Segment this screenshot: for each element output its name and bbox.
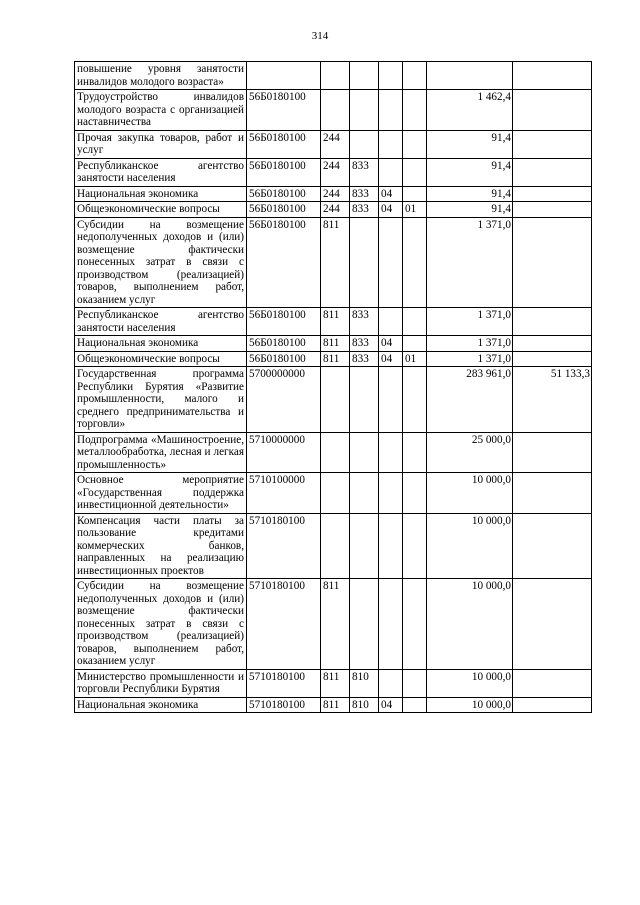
target-article-code-cell: 56Б0180100 [247,217,321,308]
subsection-code-cell [403,669,427,697]
subsection-code-cell: 01 [403,202,427,218]
expense-type-code-cell [321,367,350,433]
amount-cell: 1 462,4 [427,90,513,131]
amount-extra-cell [513,217,592,308]
expense-type-code-cell: 244 [321,186,350,202]
table-row [75,669,592,697]
target-article-code-cell: 56Б0180100 [247,186,321,202]
section-code-cell [379,158,403,186]
row-name-cell: Национальная экономика [75,186,247,202]
amount-extra-cell [513,308,592,336]
expense-type-code-cell: 244 [321,130,350,158]
row-name-cell: Трудоустройство инвалидов молодого возраста с организацией наставничества [75,90,247,131]
page-number: 314 [311,30,329,42]
subsection-code-cell [403,336,427,352]
table-row [75,513,592,579]
section-code-cell [379,308,403,336]
subsection-code-cell [403,130,427,158]
amount-extra-cell [513,351,592,367]
amount-cell: 10 000,0 [427,669,513,697]
ministry-code-cell: 833 [350,308,379,336]
amount-extra-cell [513,202,592,218]
target-article-code-cell: 5710180100 [247,579,321,670]
ministry-code-cell: 810 [350,669,379,697]
subsection-code-cell [403,62,427,90]
ministry-code-cell: 833 [350,202,379,218]
amount-cell: 10 000,0 [427,513,513,579]
subsection-code-cell [403,217,427,308]
section-code-cell: 04 [379,697,403,713]
ministry-code-cell [350,432,379,473]
row-name-cell: Министерство промышленности и торговли Республики Бурятия [75,669,247,697]
amount-cell: 1 371,0 [427,217,513,308]
row-name-cell: Национальная экономика [75,336,247,352]
amount-cell: 1 371,0 [427,336,513,352]
table-row [75,308,592,336]
target-article-code-cell: 56Б0180100 [247,130,321,158]
amount-extra-cell [513,186,592,202]
expense-type-code-cell [321,473,350,514]
ministry-code-cell [350,217,379,308]
amount-cell: 91,4 [427,202,513,218]
subsection-code-cell [403,90,427,131]
table-row [75,473,592,514]
section-code-cell [379,432,403,473]
row-name-cell: Национальная экономика [75,697,247,713]
subsection-code-cell [403,432,427,473]
table-row [75,367,592,433]
section-code-cell [379,130,403,158]
target-article-code-cell: 5710180100 [247,513,321,579]
expense-type-code-cell [321,90,350,131]
target-article-code-cell: 56Б0180100 [247,202,321,218]
amount-extra-cell [513,336,592,352]
section-code-cell: 04 [379,351,403,367]
ministry-code-cell: 833 [350,336,379,352]
target-article-code-cell: 56Б0180100 [247,308,321,336]
ministry-code-cell [350,579,379,670]
amount-cell: 91,4 [427,158,513,186]
amount-extra-cell [513,513,592,579]
row-name-cell: Субсидии на возмещение недополученных доходов и (или) возмещение фактически понесенных затрат в связи с производством (реализацией) товаров, выполнением работ, оказанием услуг [75,217,247,308]
row-name-cell: Общеэкономические вопросы [75,351,247,367]
row-name-cell: Компенсация части платы за пользование кредитами коммерческих банков, направленных на реализацию инвестиционных проектов [75,513,247,579]
expense-type-code-cell: 811 [321,351,350,367]
ministry-code-cell [350,473,379,514]
section-code-cell: 04 [379,336,403,352]
table-row [75,351,592,367]
amount-extra-cell [513,130,592,158]
row-name-cell: Прочая закупка товаров, работ и услуг [75,130,247,158]
amount-cell: 10 000,0 [427,579,513,670]
amount-extra-cell [513,579,592,670]
expense-type-code-cell: 244 [321,158,350,186]
subsection-code-cell [403,158,427,186]
row-name-cell: повышение уровня занятости инвалидов молодого возраста» [75,62,247,90]
row-name-cell: Республиканское агентство занятости населения [75,158,247,186]
row-name-cell: Государственная программа Республики Бурятия «Развитие промышленности, малого и среднего предпринимательства и торговли» [75,367,247,433]
subsection-code-cell [403,308,427,336]
table-row [75,697,592,713]
section-code-cell [379,217,403,308]
section-code-cell: 04 [379,186,403,202]
target-article-code-cell: 56Б0180100 [247,158,321,186]
target-article-code-cell: 5700000000 [247,367,321,433]
target-article-code-cell: 5710100000 [247,473,321,514]
table-row [75,130,592,158]
section-code-cell: 04 [379,202,403,218]
expense-type-code-cell [321,513,350,579]
expense-type-code-cell [321,432,350,473]
table-row [75,158,592,186]
ministry-code-cell [350,367,379,433]
section-code-cell [379,669,403,697]
amount-cell: 1 371,0 [427,351,513,367]
table-row [75,202,592,218]
amount-extra-cell [513,432,592,473]
amount-extra-cell [513,473,592,514]
amount-cell: 25 000,0 [427,432,513,473]
subsection-code-cell: 01 [403,351,427,367]
amount-extra-cell [513,62,592,90]
target-article-code-cell: 5710180100 [247,697,321,713]
table-row [75,432,592,473]
expense-type-code-cell: 811 [321,579,350,670]
section-code-cell [379,513,403,579]
table-row [75,579,592,670]
subsection-code-cell [403,579,427,670]
target-article-code-cell: 56Б0180100 [247,351,321,367]
section-code-cell [379,367,403,433]
expense-type-code-cell: 811 [321,669,350,697]
section-code-cell [379,90,403,131]
expense-type-code-cell: 811 [321,308,350,336]
table-row [75,186,592,202]
table-body [75,62,592,713]
amount-extra-cell: 51 133,3 [513,367,592,433]
expense-type-code-cell: 811 [321,336,350,352]
row-name-cell: Подпрограмма «Машиностроение, металлообработка, лесная и легкая промышленность» [75,432,247,473]
target-article-code-cell [247,62,321,90]
expense-type-code-cell [321,62,350,90]
ministry-code-cell: 833 [350,351,379,367]
target-article-code-cell: 56Б0180100 [247,90,321,131]
target-article-code-cell: 5710180100 [247,669,321,697]
subsection-code-cell [403,697,427,713]
table-row [75,217,592,308]
subsection-code-cell [403,473,427,514]
expense-type-code-cell: 244 [321,202,350,218]
amount-extra-cell [513,697,592,713]
amount-cell [427,62,513,90]
ministry-code-cell [350,513,379,579]
amount-extra-cell [513,158,592,186]
amount-cell: 10 000,0 [427,473,513,514]
subsection-code-cell [403,513,427,579]
amount-cell: 91,4 [427,130,513,158]
table-row [75,62,592,90]
budget-table [74,61,592,713]
expense-type-code-cell: 811 [321,217,350,308]
row-name-cell: Республиканское агентство занятости населения [75,308,247,336]
ministry-code-cell: 833 [350,158,379,186]
ministry-code-cell: 810 [350,697,379,713]
amount-extra-cell [513,90,592,131]
ministry-code-cell [350,62,379,90]
subsection-code-cell [403,367,427,433]
ministry-code-cell [350,90,379,131]
table-row [75,336,592,352]
row-name-cell: Общеэкономические вопросы [75,202,247,218]
target-article-code-cell: 56Б0180100 [247,336,321,352]
amount-cell: 283 961,0 [427,367,513,433]
amount-cell: 91,4 [427,186,513,202]
ministry-code-cell [350,130,379,158]
section-code-cell [379,473,403,514]
expense-type-code-cell: 811 [321,697,350,713]
amount-cell: 1 371,0 [427,308,513,336]
section-code-cell [379,579,403,670]
amount-cell: 10 000,0 [427,697,513,713]
section-code-cell [379,62,403,90]
amount-extra-cell [513,669,592,697]
target-article-code-cell: 5710000000 [247,432,321,473]
row-name-cell: Основное мероприятие «Государственная поддержка инвестиционной деятельности» [75,473,247,514]
subsection-code-cell [403,186,427,202]
row-name-cell: Субсидии на возмещение недополученных доходов и (или) возмещение фактически понесенных затрат в связи с производством (реализацией) товаров, выполнением работ, оказанием услуг [75,579,247,670]
table-row [75,90,592,131]
ministry-code-cell: 833 [350,186,379,202]
